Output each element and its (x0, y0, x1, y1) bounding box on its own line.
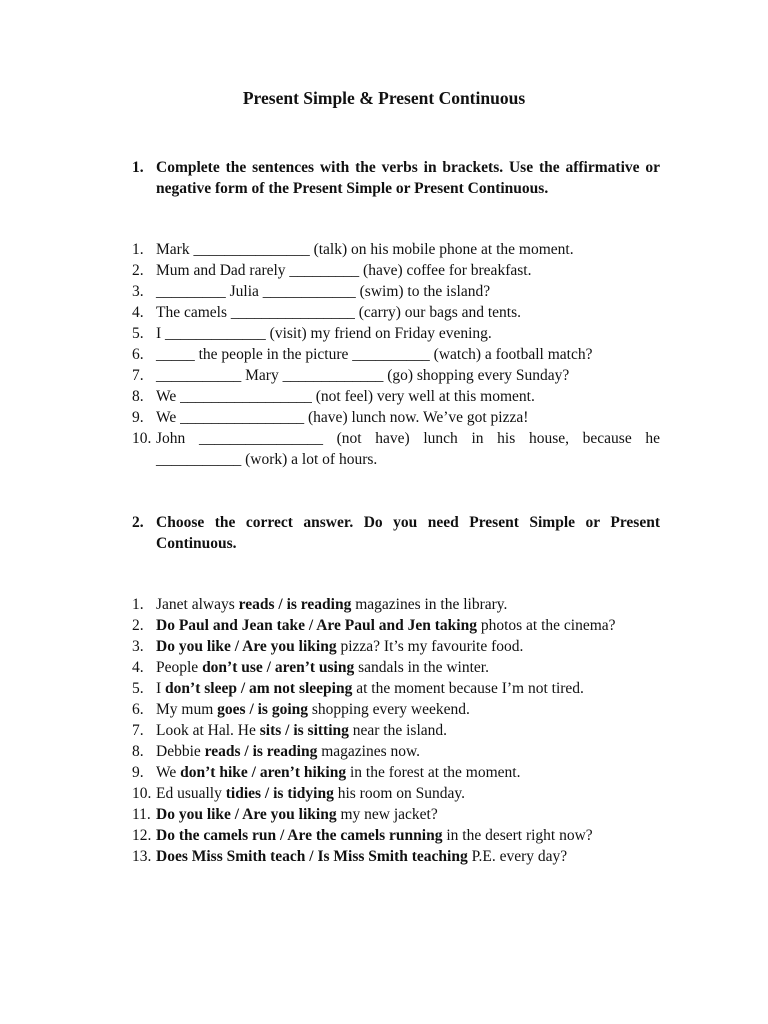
sentence-end: magazines in the library. (351, 596, 508, 613)
answer-options: Do the camels run / Are the camels running (156, 827, 443, 844)
item-number: 1. (132, 241, 144, 258)
item-sentence (156, 846, 660, 867)
item-number: 4. (132, 304, 144, 321)
sentence-start: Debbie (156, 743, 205, 760)
answer-options: don’t sleep / am not sleeping (165, 680, 353, 697)
sentence-end: his room on Sunday. (333, 785, 466, 802)
section-2-item (132, 657, 660, 678)
item-sentence: Mum and Dad rarely _________ (have) coffee for breakfast. (156, 262, 532, 279)
sentence-end: my new jacket? (336, 806, 438, 823)
section-1-item (132, 239, 660, 260)
item-sentence (156, 825, 660, 846)
section-2-item (132, 720, 660, 741)
section-1-number: 1. (132, 159, 144, 176)
section-2-item (132, 699, 660, 720)
section-1-item (132, 281, 660, 302)
section-1-item (132, 323, 660, 344)
item-sentence (156, 594, 660, 615)
section-2-item (132, 783, 660, 804)
answer-options: reads / is reading (238, 596, 352, 613)
sentence-end: photos at the cinema? (476, 617, 616, 634)
item-number: 6. (132, 701, 144, 718)
section-2-item (132, 825, 660, 846)
item-number: 1. (132, 596, 144, 613)
section-1-heading (132, 157, 660, 199)
section-1-instructions: Complete the sentences with the verbs in brackets. Use the affirmative or negative form of the Present Simple or Present Continuous. (156, 159, 660, 197)
item-sentence: The camels ________________ (carry) our bags and tents. (156, 304, 522, 321)
item-sentence (156, 741, 660, 762)
item-sentence (156, 762, 660, 783)
item-number: 5. (132, 680, 144, 697)
answer-options: goes / is going (217, 701, 309, 718)
item-number: 11. (132, 806, 151, 823)
item-sentence: ___________ Mary _____________ (go) shopping every Sunday? (156, 367, 570, 384)
answer-options: Do you like / Are you liking (156, 638, 337, 655)
sentence-end: near the island. (348, 722, 448, 739)
section-2-item (132, 636, 660, 657)
section-1-item (132, 260, 660, 281)
item-number: 6. (132, 346, 144, 363)
item-sentence: _____ the people in the picture __________ (watch) a football match? (156, 346, 593, 363)
item-sentence: _________ Julia ____________ (swim) to the island? (156, 283, 491, 300)
section-2-item (132, 594, 660, 615)
item-number: 5. (132, 325, 144, 342)
section-2-item (132, 846, 660, 867)
section-2-heading (132, 512, 660, 554)
section-1-item (132, 365, 660, 386)
section-1-list (132, 239, 660, 470)
item-sentence: John ________________ (not have) lunch in his house, because he ___________ (work) a lot of hours. (156, 430, 660, 468)
item-sentence: We ________________ (have) lunch now. We’ve got pizza! (156, 409, 529, 426)
item-number: 9. (132, 409, 144, 426)
sentence-start: I (156, 680, 166, 697)
sentence-end: magazines now. (317, 743, 421, 760)
answer-options: don’t hike / aren’t hiking (180, 764, 347, 781)
sentence-start: Janet always (156, 596, 239, 613)
answer-options: Does Miss Smith teach / Is Miss Smith teaching (156, 848, 468, 865)
answer-options: Do you like / Are you liking (156, 806, 337, 823)
item-number: 2. (132, 617, 144, 634)
section-2-list (132, 594, 660, 867)
item-number: 10. (132, 430, 152, 447)
item-sentence (156, 657, 660, 678)
item-number: 8. (132, 743, 144, 760)
item-number: 4. (132, 659, 144, 676)
sentence-end: P.E. every day? (467, 848, 568, 865)
sentence-end: in the desert right now? (442, 827, 593, 844)
item-number: 8. (132, 388, 144, 405)
item-number: 9. (132, 764, 144, 781)
section-2-item (132, 804, 660, 825)
section-1-item (132, 302, 660, 323)
item-sentence (156, 783, 660, 804)
item-sentence (156, 678, 660, 699)
section-2-item (132, 615, 660, 636)
item-sentence: We _________________ (not feel) very well at this moment. (156, 388, 535, 405)
item-sentence: Mark _______________ (talk) on his mobile phone at the moment. (156, 241, 574, 258)
sentence-start: Look at Hal. He (156, 722, 260, 739)
item-number: 3. (132, 638, 144, 655)
item-sentence (156, 615, 660, 636)
item-number: 7. (132, 367, 144, 384)
section-2-item (132, 678, 660, 699)
sentence-start: We (156, 764, 181, 781)
item-number: 3. (132, 283, 144, 300)
sentence-end: at the moment because I’m not tired. (352, 680, 584, 697)
section-2-item (132, 741, 660, 762)
sentence-end: sandals in the winter. (354, 659, 489, 676)
item-sentence: I _____________ (visit) my friend on Friday evening. (156, 325, 492, 342)
section-2-number: 2. (132, 514, 144, 531)
section-2-item (132, 762, 660, 783)
section-2-instructions: Choose the correct answer. Do you need Present Simple or Present Continuous. (156, 514, 660, 552)
sentence-end: pizza? It’s my favourite food. (336, 638, 524, 655)
item-number: 2. (132, 262, 144, 279)
item-number: 10. (132, 785, 152, 802)
answer-options: don’t use / aren’t using (202, 659, 355, 676)
item-sentence (156, 636, 660, 657)
item-number: 12. (132, 827, 152, 844)
section-1-item (132, 386, 660, 407)
section-1-item (132, 407, 660, 428)
sentence-end: shopping every weekend. (308, 701, 470, 718)
item-number: 7. (132, 722, 144, 739)
sentence-end: in the forest at the moment. (346, 764, 521, 781)
sentence-start: Ed usually (156, 785, 226, 802)
item-sentence (156, 720, 660, 741)
answer-options: tidies / is tidying (225, 785, 334, 802)
answer-options: sits / is sitting (259, 722, 349, 739)
item-number: 13. (132, 848, 152, 865)
item-sentence (156, 699, 660, 720)
item-sentence (156, 804, 660, 825)
sentence-start: People (156, 659, 203, 676)
section-1-item (132, 428, 660, 470)
section-1-item (132, 344, 660, 365)
page-title: Present Simple & Present Continuous (242, 88, 526, 108)
answer-options: reads / is reading (204, 743, 318, 760)
answer-options: Do Paul and Jean take / Are Paul and Jen taking (156, 617, 477, 634)
sentence-start: My mum (156, 701, 218, 718)
